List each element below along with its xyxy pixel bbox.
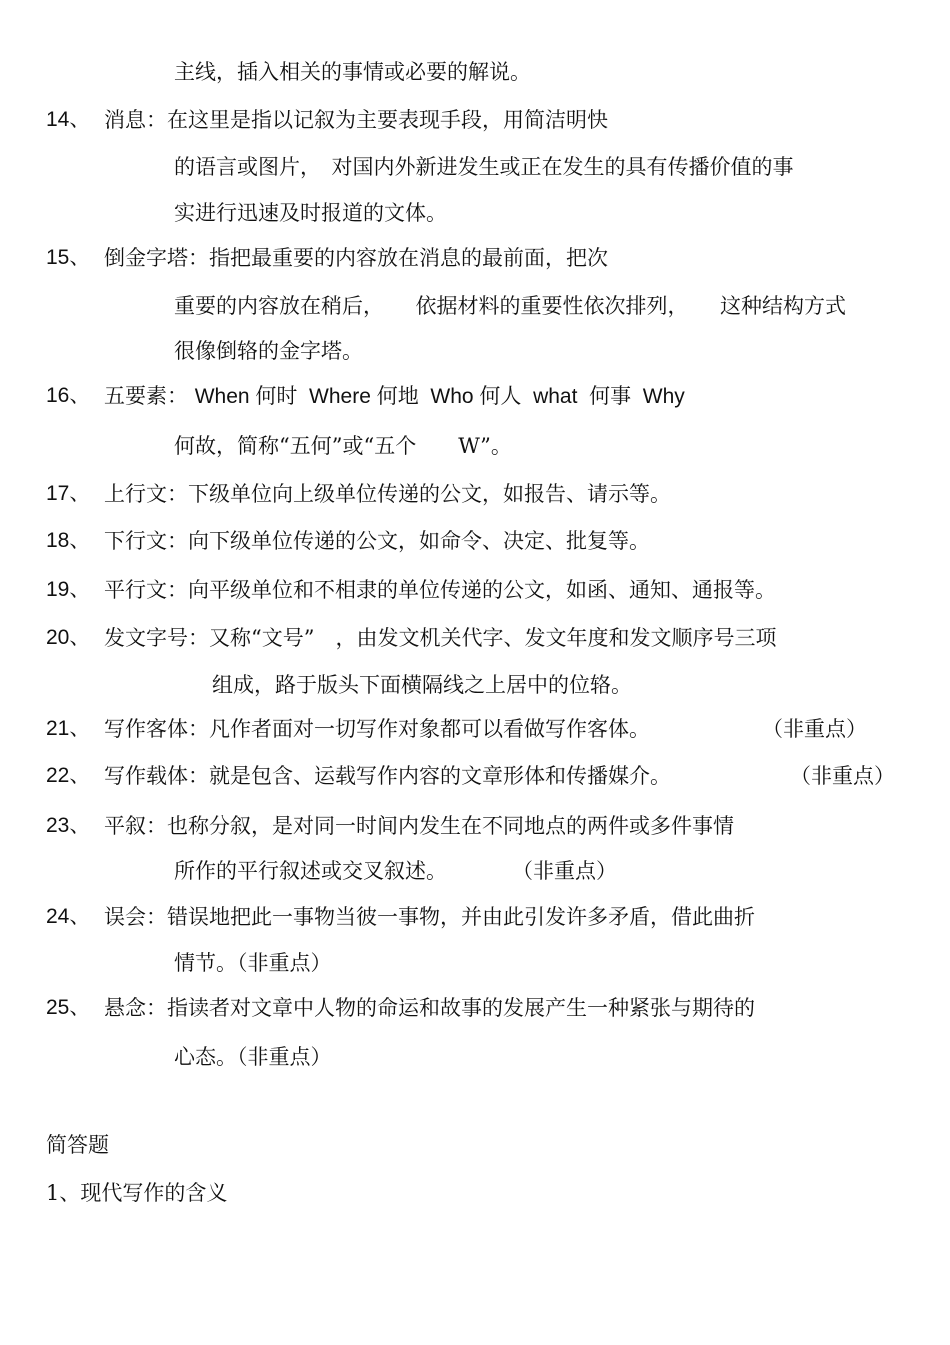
entry-23-term: 平叙：也称分叙，是对同一时间内发生在不同地点的两件或多件事情 [104, 814, 734, 838]
entry-17-number: 17、 [46, 482, 91, 505]
entry-22-term: 写作载体：就是包含、运载写作内容的文章形体和传播媒介。 [104, 764, 671, 788]
entry-25-line-1: 心态。（非重点） [174, 1045, 332, 1069]
entry-22-note: （非重点） [790, 764, 895, 788]
entry-16-term-label: 五要素： [104, 384, 188, 408]
question-1: 1、现代写作的含义 [46, 1181, 228, 1205]
entry-17-term: 上行文：下级单位向上级单位传递的公文，如报告、请示等。 [104, 482, 671, 506]
entry-24-term: 误会：错误地把此一事物当彼一事物，并由此引发许多矛盾，借此曲折 [104, 905, 755, 929]
entry-25-number: 25、 [46, 996, 91, 1019]
entry-20-term: 发文字号：又称“文号” ，由发文机关代字、发文年度和发文顺序号三项 [104, 626, 777, 650]
entry-24-number: 24、 [46, 905, 91, 928]
entry-19-term: 平行文：向平级单位和不相隶的单位传递的公文，如函、通知、通报等。 [104, 578, 776, 602]
entry-23-number: 23、 [46, 814, 91, 837]
entry-24-line-1: 情节。（非重点） [174, 951, 332, 975]
entry-16-term [104, 382, 685, 411]
entry-20-line-1: 组成，路于版头下面横隔线之上居中的位辂。 [212, 673, 632, 697]
entry-18-number: 18、 [46, 529, 91, 552]
entry-23-note: （非重点） [512, 859, 617, 883]
entry-14-term: 消息：在这里是指以记叙为主要表现手段，用简洁明快 [104, 108, 608, 132]
entry-18-term: 下行文：向下级单位传递的公文，如命令、决定、批复等。 [104, 529, 650, 553]
intro-continuation-line: 主线，插入相关的事情或必要的解说。 [174, 60, 531, 84]
entry-22-number: 22、 [46, 764, 91, 787]
entry-14-number: 14、 [46, 108, 91, 131]
section-title: 简答题 [46, 1133, 109, 1157]
entry-16-number: 16、 [46, 384, 91, 407]
entry-15-number: 15、 [46, 246, 91, 269]
entry-23-line-1: 所作的平行叙述或交叉叙述。 [174, 859, 447, 883]
entry-15-line-2: 很像倒辂的金字塔。 [174, 339, 363, 363]
entry-21-term: 写作客体：凡作者面对一切写作对象都可以看做写作客体。 [104, 717, 650, 741]
entry-19-number: 19、 [46, 578, 91, 601]
entry-14-line-1: 的语言或图片， 对国内外新进发生或正在发生的具有传播价值的事 [174, 155, 794, 179]
entry-15-term: 倒金字塔：指把最重要的内容放在消息的最前面，把次 [104, 246, 608, 270]
entry-15-line-1: 重要的内容放在稍后， 依据材料的重要性依次排列， 这种结构方式 [174, 294, 846, 318]
entry-20-number: 20、 [46, 626, 91, 649]
entry-21-number: 21、 [46, 717, 91, 740]
entry-14-line-2: 实进行迅速及时报道的文体。 [174, 201, 447, 225]
entry-16-five-ws: When 何时 Where 何地 Who 何人 what 何事 Why [194, 385, 685, 408]
entry-21-note: （非重点） [762, 717, 867, 741]
entry-25-term: 悬念：指读者对文章中人物的命运和故事的发展产生一种紧张与期待的 [104, 996, 755, 1020]
entry-16-line-1: 何故，简称“五何”或“五个 W”。 [174, 434, 512, 458]
